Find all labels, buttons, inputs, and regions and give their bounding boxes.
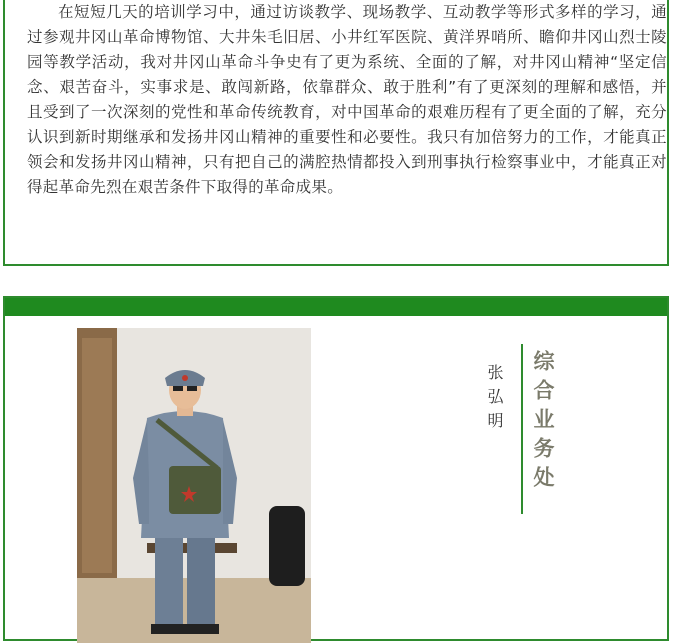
profile-photo <box>77 328 311 643</box>
vertical-divider <box>521 344 523 514</box>
profile-card <box>3 296 669 641</box>
header-bar <box>5 298 667 316</box>
department-name: 综合业务处 <box>531 350 555 495</box>
photo-illustration <box>77 328 311 643</box>
person-name: 张弘明 <box>485 364 504 436</box>
article-card <box>3 0 669 266</box>
article-paragraph: 在短短几天的培训学习中，通过访谈教学、现场教学、互动教学等形式多样的学习，通过参观井冈山革命博物馆、大井朱毛旧居、小井红军医院、黄洋界哨所、瞻仰井冈山烈士陵园等教学活动，我对井冈山革命斗争史有了更为系统、全面的了解，对井冈山精神“坚定信念、艰苦奋斗，实事求是、敢闯新路，依靠群众、敢于胜利”有了更深刻的理解和感悟，并且受到了一次深刻的党性和革命传统教育，对中国革命的艰难历程有了更全面的了解，充分认识到新时期继承和发扬井冈山精神的重要性和必要性。我只有加倍努力的工作，才能真正领会和发扬井冈山精神，只有把自己的满腔热情都投入到刑事执行检察事业中，才能真正对得起革命先烈在艰苦条件下取得的革命成果。 <box>27 3 667 196</box>
